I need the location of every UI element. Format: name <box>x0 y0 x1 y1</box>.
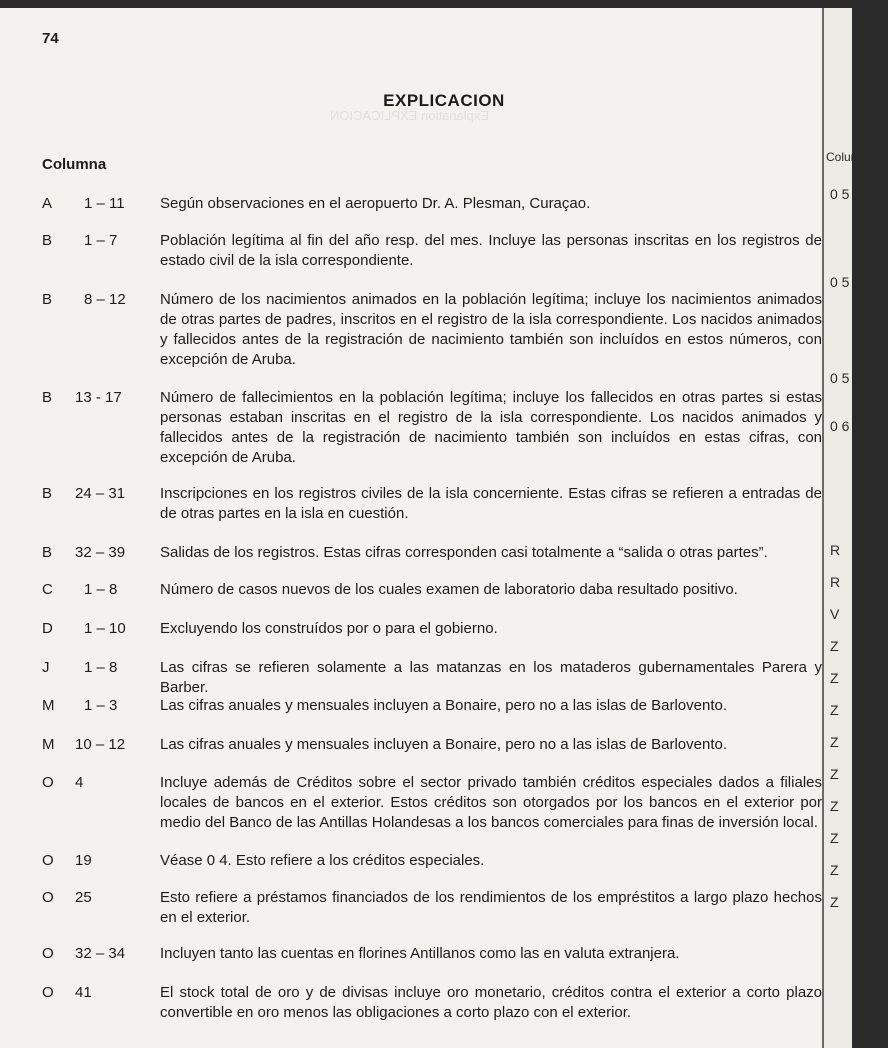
entry-range: 32 – 39 <box>75 544 126 561</box>
entry-text: Según observaciones en el aeropuerto Dr. A. Plesman, Curaçao. <box>160 195 591 212</box>
entry-text: Inscripciones en los registros civiles de la isla concerniente. Estas cifras se refieren a entradas de de otras partes en la isla en cuestión. <box>160 485 822 522</box>
entry-text: Incluyen tanto las cuentas en florines Antillanos como las en valuta extranjera. <box>160 945 680 962</box>
entry-letter: O <box>42 984 54 1001</box>
entry-text: Número de los nacimientos animados en la población legítima; incluye los nacimientos animados de otras partes de padres, inscritos en el registro de la isla correspondiente. Los nacidos animados y fallecidos antes de la registración de nacimiento también son incluídos en estos números, con excepción de Aruba. <box>160 291 822 368</box>
entry-code <box>42 944 126 964</box>
entry-code <box>42 851 92 871</box>
entry-range: 13 - 17 <box>75 389 122 406</box>
adjacent-page-edge <box>822 8 861 1048</box>
entry-letter: B <box>42 389 53 406</box>
entry-text: Número de fallecimientos en la población legítima; incluye los fallecidos en otras partes si estas personas estaban inscritas en el registro de la isla correspondiente. Los nacidos animados y fallecidos antes de la registración de nacimiento también son incluídos en estas cifras, con excepción de Aruba. <box>160 389 822 466</box>
entry-letter: O <box>42 852 54 869</box>
entry-range: 1 – 11 <box>84 195 125 212</box>
entry-code <box>42 619 126 639</box>
entry-letter: C <box>42 581 53 598</box>
adjacent-page-fragment: Z <box>830 798 839 814</box>
entry-text: Salidas de los registros. Estas cifras corresponden casi totalmente a “salida o otras partes”. <box>160 544 768 561</box>
page-number: 74 <box>42 30 59 47</box>
entry-letter: D <box>42 620 53 637</box>
entry-text: Incluye además de Créditos sobre el sector privado también créditos especiales dados a filiales locales de bancos en el exterior. Estos créditos son otorgados por los bancos en el exterior por medio del Banco de las Antillas Holandesas a los bancos comerciales para finas de inversión local. <box>160 774 822 831</box>
entry-code <box>42 888 92 908</box>
entry-range: 1 – 3 <box>84 697 118 714</box>
entry-range: 19 <box>75 852 92 869</box>
entry-range: 1 – 8 <box>84 659 118 676</box>
entry-text: Población legítima al fin del año resp. del mes. Incluye las personas inscritas en los registros de estado civil de la isla correspondiente. <box>160 232 822 269</box>
entry-code <box>42 983 92 1003</box>
adjacent-page-fragment: 0 5 <box>830 370 850 386</box>
entry-letter: O <box>42 945 54 962</box>
column-header: Columna <box>42 156 107 173</box>
entry-code <box>42 484 126 504</box>
entry-letter: O <box>42 889 54 906</box>
entry-letter: M <box>42 697 55 714</box>
adjacent-page-fragment: Colum <box>826 150 861 164</box>
entry-code <box>42 658 118 678</box>
entry-text: Esto refiere a préstamos financiados de los rendimientos de los empréstitos a largo plazo hechos en el exterior. <box>160 889 822 926</box>
entry-code <box>42 231 118 251</box>
adjacent-page-fragment: V <box>830 606 840 622</box>
adjacent-page-fragment: Z <box>830 830 839 846</box>
entry-text: Las cifras anuales y mensuales incluyen a Bonaire, pero no a las islas de Barlovento. <box>160 736 727 753</box>
entry-range: 1 – 8 <box>84 581 118 598</box>
entry-code <box>42 290 126 310</box>
page-title: EXPLICACION <box>383 91 505 110</box>
entry-code <box>42 388 122 408</box>
entry-code <box>42 735 126 755</box>
entry-code <box>42 194 125 214</box>
entry-letter: A <box>42 195 53 212</box>
entry-range: 4 <box>75 774 84 791</box>
entry-range: 41 <box>75 984 92 1001</box>
entry-letter: B <box>42 291 53 308</box>
entry-letter: B <box>42 485 53 502</box>
adjacent-page-fragment: R <box>830 574 841 590</box>
adjacent-page-fragment: Z <box>830 862 839 878</box>
entry-code <box>42 543 126 563</box>
adjacent-page-fragment: Z <box>830 702 839 718</box>
document-page <box>0 8 822 1048</box>
adjacent-page-fragment: 0 5 <box>830 186 850 202</box>
adjacent-page-fragment: 0 6 <box>830 418 850 434</box>
entry-letter: B <box>42 544 53 561</box>
adjacent-page-fragment: Z <box>830 766 839 782</box>
entry-range: 24 – 31 <box>75 485 126 502</box>
adjacent-page-fragment: Z <box>830 670 839 686</box>
entry-text: El stock total de oro y de divisas incluye oro monetario, créditos contra el exterior a corto plazo convertible en oro menos las obligaciones a corto plazo con el exterior. <box>160 984 822 1021</box>
entry-code <box>42 580 118 600</box>
entry-range: 1 – 7 <box>84 232 118 249</box>
adjacent-page-fragment: R <box>830 542 841 558</box>
entry-range: 32 – 34 <box>75 945 126 962</box>
adjacent-page-fragment: Z <box>830 734 839 750</box>
entry-range: 25 <box>75 889 92 906</box>
adjacent-page-fragment: Z <box>830 894 839 910</box>
entry-letter: J <box>42 659 50 676</box>
entry-text: Véase 0 4. Esto refiere a los créditos especiales. <box>160 852 485 869</box>
bleed-through-text: Explanation EXPLICACION <box>330 108 489 123</box>
entry-letter: M <box>42 736 55 753</box>
adjacent-page-fragment: Z <box>830 638 839 654</box>
entry-range: 8 – 12 <box>84 291 126 308</box>
entry-text: Número de casos nuevos de los cuales examen de laboratorio daba resultado positivo. <box>160 581 738 598</box>
adjacent-page-fragment: 0 5 <box>830 274 850 290</box>
entry-text: Las cifras se refieren solamente a las matanzas en los mataderos gubernamentales Parera y Barber. <box>160 659 822 696</box>
entry-letter: B <box>42 232 53 249</box>
entry-letter: O <box>42 774 54 791</box>
entry-code <box>42 773 84 793</box>
entry-range: 10 – 12 <box>75 736 126 753</box>
entry-code <box>42 696 118 716</box>
entry-range: 1 – 10 <box>84 620 126 637</box>
entry-text: Excluyendo los construídos por o para el gobierno. <box>160 620 498 637</box>
entry-text: Las cifras anuales y mensuales incluyen a Bonaire, pero no a las islas de Barlovento. <box>160 697 727 714</box>
